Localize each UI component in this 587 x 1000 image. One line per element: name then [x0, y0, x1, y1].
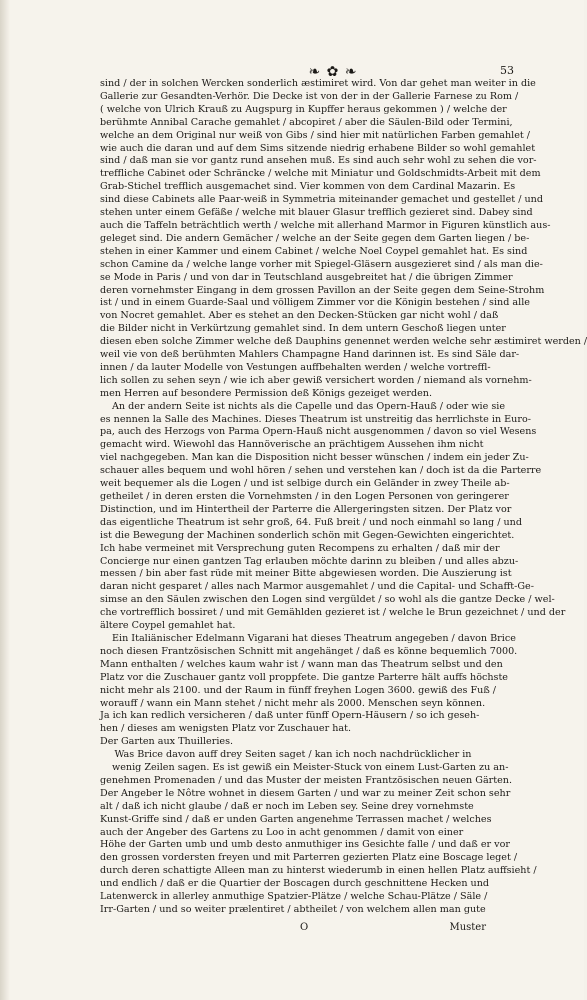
- text-line: schon Camine da / welche lange vorher mit Spiegel-Gläsern ausgezieret sind / als man die-: [100, 258, 543, 270]
- page-footer: [100, 922, 486, 938]
- text-line: weil vie von deß berühmten Mahlers Champagne Hand darinnen ist. Es sind Säle dar-: [100, 349, 520, 361]
- text-line: hen / dieses am wenigsten Platz vor Zuschauer hat.: [100, 723, 352, 735]
- text-line: se Mode in Paris / und von dar in Teutschland ausgebreitet hat / die übrigen Zimmer: [100, 271, 513, 283]
- text-line: innen / da lauter Modelle von Vestungen auffbehalten werden / welche vortreffl-: [100, 361, 491, 373]
- text-line: auch die Taffeln beträchtlich werth / welche mit allerhand Marmor in Figuren künstlich aus-: [100, 219, 551, 231]
- text-line: Mann enthalten / welches kaum wahr ist / wann man das Theatrum selbst und den: [100, 658, 503, 670]
- section-heading: Was Brice davon auff drey Seiten saget / kan ich noch nachdrücklicher in: [114, 749, 472, 761]
- text-line: das eigentliche Theatrum ist sehr groß, 64. Fuß breit / und noch einmahl so lang / und: [100, 516, 523, 528]
- text-line: die Bilder nicht in Verkürtzung gemahlet sind. In dem untern Geschoß liegen unter: [100, 323, 506, 335]
- text-line: geleget sind. Die andern Gemächer / welche an der Seite gegen dem Garten liegen / be-: [100, 232, 530, 244]
- text-line: daran nicht gesparet / alles nach Marmor ausgemahlet / und die Capital- und Schafft-Ge-: [100, 581, 534, 593]
- text-line: worauff / wann ein Mann stehet / nicht mehr als 2000. Menschen seyn können.: [100, 697, 486, 709]
- text-line: Platz vor die Zuschauer gantz voll proppfete. Die gantze Parterre hält auffs höchste: [100, 671, 508, 683]
- header-ornament: ❧ ✿ ❧: [308, 64, 358, 80]
- text-line: diesen eben solche Zimmer welche deß Dauphins genennet werden welche sehr æstimiret werden /: [100, 336, 587, 348]
- text-line: Ja ich kan redlich versicheren / daß unter fünff Opern-Häusern / so ich geseh-: [100, 710, 480, 722]
- text-line: Ein Italiänischer Edelmann Vigarani hat dieses Theatrum angegeben / davon Brice: [112, 632, 516, 644]
- text-line: men Herren auf besondere Permission deß Königs gezeiget werden.: [100, 387, 433, 399]
- text-line: deren vornehmster Eingang in dem grossen Pavillon an der Seite gegen dem Seine-Strohm: [100, 284, 545, 296]
- body-text: [100, 78, 587, 917]
- signature-mark: O: [300, 922, 309, 933]
- text-line: che vortrefflich bossiret / und mit Gemählden gezieret ist / welche le Brun gezeichnet / und der: [100, 607, 566, 619]
- text-line: Gallerie zur Gesandten-Verhör. Die Decke ist von der in der Gallerie Farnese zu Rom /: [100, 90, 519, 102]
- text-line: getheilet / in deren ersten die Vornehmsten / in den Logen Personen von geringerer: [100, 491, 509, 502]
- text-line: den grossen vordersten freyen und mit Parterren gezierten Platz eine Boscage leget /: [100, 852, 518, 864]
- page-spine-shadow: [0, 0, 10, 1000]
- text-line: Ich habe vermeinet mit Versprechung guten Recompens zu erhalten / daß mir der: [100, 542, 500, 554]
- text-line: welche an dem Original nur weiß von Gibs / sind hier mit natürlichen Farben gemahlet /: [100, 129, 531, 141]
- text-line: sind / der in solchen Wercken sonderlich æstimiret wird. Von dar gehet man weiter in die: [100, 78, 536, 89]
- text-line: noch diesen Frantzösischen Schnitt mit angehänget / daß es könne bequemlich 7000.: [100, 645, 518, 657]
- text-line: wenig Zeilen sagen. Es ist gewiß ein Meister-Stuck von einem Lust-Garten zu an-: [112, 762, 509, 774]
- text-line: sind diese Cabinets alle Paar-weiß in Symmetria miteinander gemachet und gestellet / und: [100, 194, 543, 206]
- text-line: Kunst-Griffe sind / daß er unden Garten angenehme Terrassen machet / welches: [100, 813, 492, 825]
- text-line: sind / daß man sie vor gantz rund ansehen muß. Es sind auch sehr wohl zu sehen die vor-: [100, 155, 537, 167]
- text-line: und endlich / daß er die Quartier der Boscagen durch geschnittene Hecken und: [100, 878, 490, 890]
- text-line: Latenwerck in allerley anmuthige Spatzier-Plätze / welche Schau-Plätze / Säle /: [100, 891, 488, 903]
- text-line: viel nachgegeben. Man kan die Disposition nicht besser wünschen / indem ein jeder Zu-: [100, 452, 529, 464]
- text-line: genehmen Promenaden / und das Muster der meisten Frantzösischen neuen Gärten.: [100, 774, 513, 786]
- text-line: nicht mehr als 2100. und der Raum in fünff freyhen Logen 3600. gewiß des Fuß /: [100, 684, 497, 696]
- text-line: alt / daß ich nicht glaube / daß er noch im Leben sey. Seine drey vornehmste: [100, 800, 474, 812]
- text-line: wie auch die daran und auf dem Sims sitzende niedrig erhabene Bilder so wohl gemahlet: [100, 142, 536, 154]
- text-line: messen / bin aber fast rüde mit meiner Bitte abgewiesen worden. Die Auszierung ist: [100, 568, 512, 580]
- text-line: Irr-Garten / und so weiter prælentiret / abtheilet / von welchem allen man gute: [100, 904, 486, 915]
- text-line: Der Garten aux Thuilleries.: [100, 736, 234, 748]
- text-line: treffliche Cabinet oder Schräncke / welche mit Miniatur und Goldschmidts-Arbeit mit dem: [100, 168, 541, 180]
- text-line: simse an den Säulen zwischen den Logen sind vergüldet / so wohl als die gantze Decke / wel-: [100, 594, 555, 606]
- text-line: pa, auch des Herzogs von Parma Opern-Hauß nicht ausgenommen / davon so viel Wesens: [100, 426, 537, 438]
- text-line: An der andern Seite ist nichts als die Capelle und das Opern-Hauß / oder wie sie: [112, 400, 505, 412]
- text-line: Concierge nur einen gantzen Tag erlauben möchte darinn zu bleiben / und alles abzu-: [100, 555, 519, 567]
- text-line: Der Angeber le Nôtre wohnet in diesem Garten / und war zu meiner Zeit schon sehr: [100, 787, 511, 799]
- text-line: lich sollen zu sehen seyn / wie ich aber gewiß versichert worden / niemand als vornehm-: [100, 374, 532, 386]
- text-line: ist / und in einem Guarde-Saal und völligem Zimmer vor die Königin bestehen / sind alle: [100, 297, 530, 309]
- text-line: berühmte Annibal Carache gemahlet / abcopiret / aber die Säulen-Bild oder Termini,: [100, 116, 513, 128]
- text-line: Distinction, und im Hintertheil der Parterre die Allergeringsten sitzen. Der Platz vor: [100, 503, 512, 515]
- text-line: gemacht wird. Wiewohl das Hannöverische an prächtigem Aussehen ihm nicht: [100, 439, 484, 451]
- text-line: auch der Angeber des Gartens zu Loo in acht genommen / damit von einer: [100, 826, 464, 838]
- text-line: von Nocret gemahlet. Aber es stehet an den Decken-Stücken gar nicht wohl / daß: [100, 310, 499, 322]
- text-line: durch deren schattigte Alleen man zu hinterst wiederumb in einen hellen Platz auffsieht /: [100, 865, 537, 877]
- text-line: Grab-Stichel trefflich ausgemachet sind. Vier kommen von dem Cardinal Mazarin. Es: [100, 181, 516, 193]
- text-line: stehen unter einem Gefäße / welche mit blauer Glasur trefflich gezieret sind. Dabey sind: [100, 207, 533, 219]
- text-line: ist die Bewegung der Machinen sonderlich schön mit Gegen-Gewichten eingerichtet.: [100, 529, 515, 541]
- text-line: weit bequemer als die Logen / und ist selbige durch ein Geländer in zwey Theile ab-: [100, 478, 510, 490]
- text-line: es nennen la Salle des Machines. Dieses Theatrum ist unstreitig das herrlichste in Euro-: [100, 413, 531, 425]
- text-line: Höhe der Garten umb und umb desto anmuthiger ins Gesichte falle / und daß er vor: [100, 839, 510, 851]
- text-line: schauer alles bequem und wohl hören / sehen und verstehen kan / doch ist da die Parterre: [100, 465, 542, 477]
- catchword: Muster: [449, 922, 486, 933]
- page-number: 53: [500, 64, 514, 77]
- text-line: stehen in einer Kammer und einem Cabinet / welche Noel Coypel gemahlet hat. Es sind: [100, 245, 528, 257]
- text-line: ältere Coypel gemahlet hat.: [100, 620, 236, 632]
- text-line: ( welche von Ulrich Krauß zu Augspurg in Kupffer heraus gekommen ) / welche der: [100, 103, 507, 115]
